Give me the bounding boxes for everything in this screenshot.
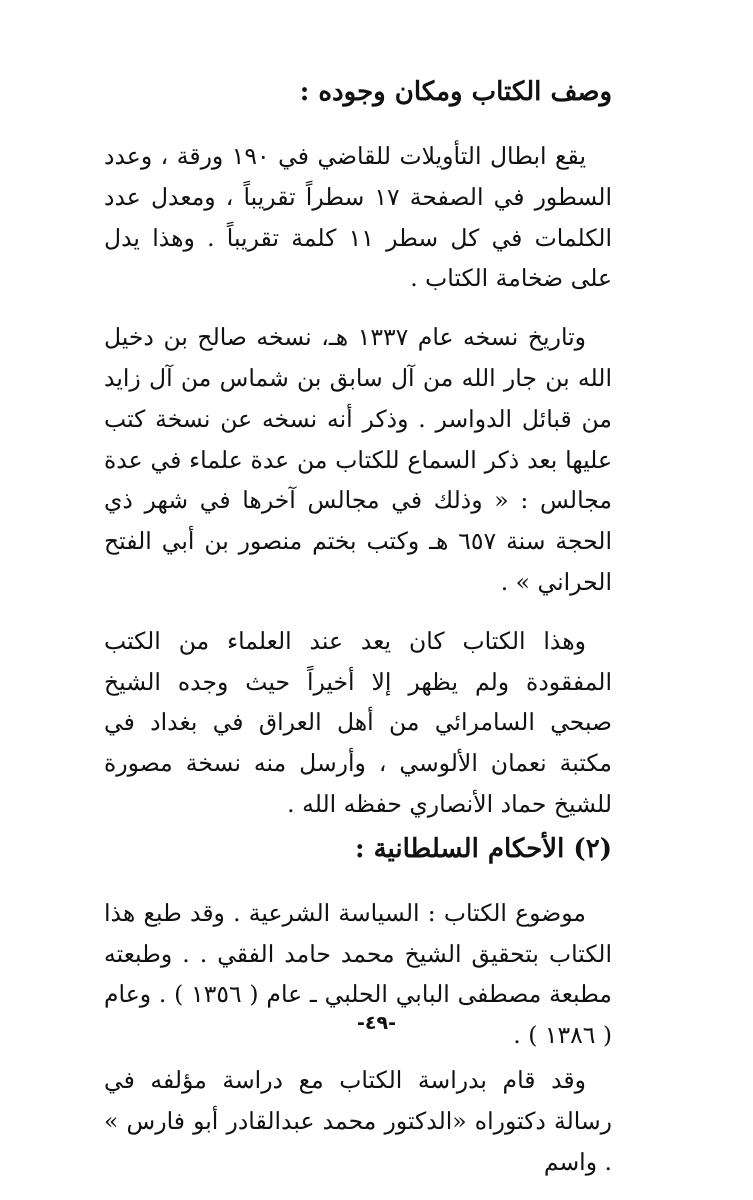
- paragraph-book-topic: موضوع الكتاب : السياسة الشرعية . وقد طبع هذا الكتاب بتحقيق الشيخ محمد حامد الفقي . . وطبعته مطبعة مصطفى البابي الحلبي ـ عام ( ١٣٥٦ ) . وعام ( ١٣٨٦ ) .: [104, 898, 612, 1050]
- page-number: -٤٩-: [357, 1012, 396, 1034]
- section-heading-book-description: وصف الكتاب ومكان وجوده :: [299, 77, 612, 107]
- paragraph-book-discovery: وهذا الكتاب كان يعد عند العلماء من الكتب المفقودة ولم يظهر إلا أخيراً حيث وجده الشيخ صبحي السامرائي من أهل العراق في بغداد في مكتبة نعمان الألوسي ، وأرسل منه نسخة مصورة للشيخ حماد الأنصاري حفظه الله .: [104, 626, 612, 818]
- paragraph-copy-history: وتاريخ نسخه عام ١٣٣٧ هـ، نسخه صالح بن دخيل الله بن جار الله من آل سابق بن شماس من آل زايد من قبائل الدواسر . وذكر أنه نسخه عن نسخة كتب عليها بعد ذكر السماع للكتاب من عدة علماء في عدة مجالس : « وذلك في مجالس آخرها في شهر ذي الحجة سنة ٦٥٧ هـ وكتب بختم منصور بن أبي الفتح الحراني » .: [104, 323, 612, 596]
- paragraph-book-size: يقع ابطال التأويلات للقاضي في ١٩٠ ورقة ، وعدد السطور في الصفحة ١٧ سطراً تقريباً ، ومعدل عدد الكلمات في كل سطر ١١ كلمة تقريباً . وهذا يدل على ضخامة الكتاب .: [104, 142, 612, 293]
- section-heading-sultanic-rulings: (٢) الأحكام السلطانية :: [354, 833, 612, 864]
- paragraph-book-study: وقد قام بدراسة الكتاب مع دراسة مؤلفه في رسالة دكتوراه «الدكتور محمد عبدالقادر أبو فارس » . واسم: [104, 1065, 612, 1176]
